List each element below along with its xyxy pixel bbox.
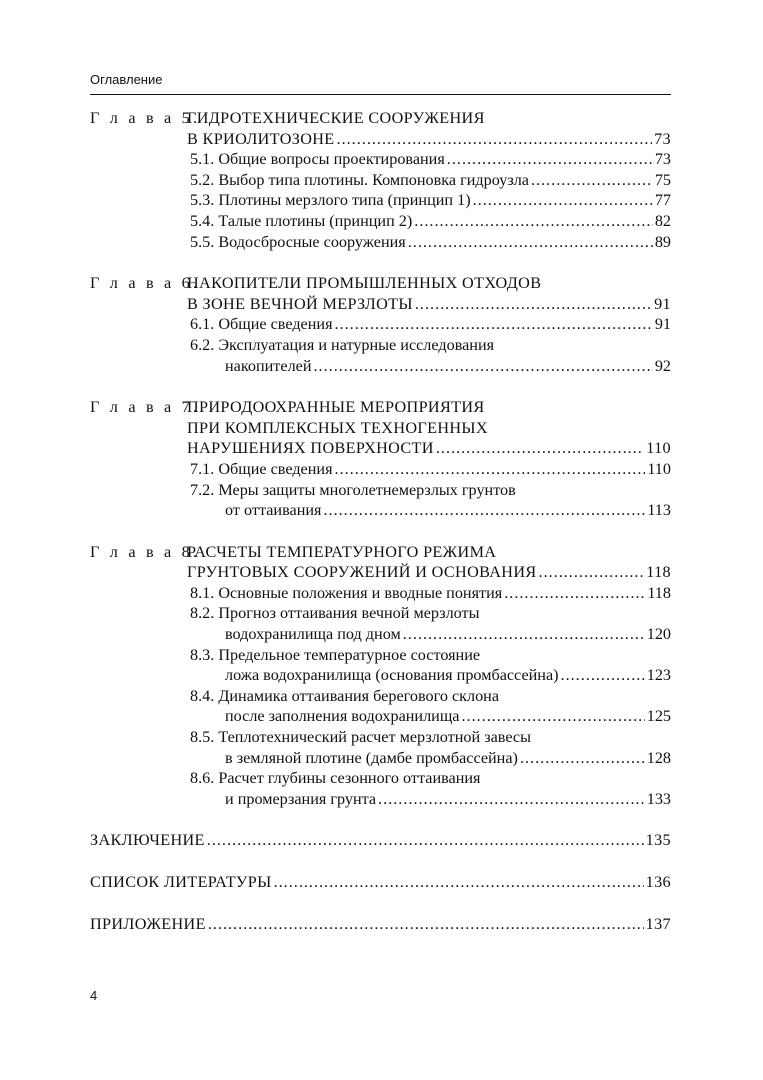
toc-section-page: 91 <box>654 315 671 334</box>
toc-section[interactable] <box>90 500 671 521</box>
running-head: Оглавление <box>90 72 163 87</box>
toc-section-page: 82 <box>654 211 671 230</box>
toc-back-matter[interactable] <box>90 914 671 935</box>
toc-back-matter-text: ПРИЛОЖЕНИЕ <box>90 914 206 933</box>
chapter-title: НАКОПИТЕЛИ ПРОМЫШЛЕННЫХ ОТХОДОВ <box>187 274 542 293</box>
dot-leader <box>314 356 653 377</box>
toc-section-text: 5.1. Общие вопросы проектирования <box>190 150 445 169</box>
toc-back-matter[interactable] <box>90 872 671 893</box>
toc-section-page: 133 <box>646 789 671 808</box>
toc-section-page: 120 <box>646 625 671 644</box>
dot-leader <box>561 665 645 686</box>
toc-section[interactable] <box>90 748 671 769</box>
chapter-title-line-page: 91 <box>654 294 671 313</box>
chapter-title: РАСЧЕТЫ ТЕМПЕРАТУРНОГО РЕЖИМА <box>187 542 497 561</box>
toc-section-text: 5.3. Плотины мерзлого типа (принцип 1) <box>190 191 471 210</box>
dot-leader <box>520 748 645 769</box>
chapter-title-line-page: 73 <box>654 129 671 148</box>
toc-section <box>90 480 671 501</box>
toc-section[interactable] <box>90 232 671 253</box>
chapter-title-line-text: НАРУШЕНИЯХ ПОВЕРХНОСТИ <box>187 439 434 458</box>
dot-leader <box>447 149 653 170</box>
toc-section-page: 77 <box>654 191 671 210</box>
toc-section-text: 6.1. Общие сведения <box>190 315 333 334</box>
toc-section-text: 5.5. Водосбросные сооружения <box>190 232 406 251</box>
toc-section-text: 8.5. Теплотехнический расчет мерзлотной завесы <box>190 728 531 747</box>
toc-section[interactable] <box>90 459 671 480</box>
toc-section <box>90 727 671 748</box>
chapter-title-line-page: 110 <box>646 439 671 458</box>
toc-section-page: 110 <box>647 459 671 478</box>
toc-section-text: 7.2. Меры защиты многолетнемерзлых грунтов <box>190 480 516 499</box>
chapter-heading[interactable] <box>90 542 671 563</box>
chapter-title-line[interactable] <box>90 438 671 459</box>
toc-section-page: 113 <box>647 501 671 520</box>
toc-section <box>90 603 671 624</box>
dot-leader <box>335 459 646 480</box>
chapter-title-line[interactable] <box>90 562 671 583</box>
chapter-label: Г л а в а 7. <box>90 398 201 417</box>
section-gap <box>90 809 671 830</box>
dot-leader <box>274 872 644 893</box>
toc-section-text: водохранилища под дном <box>225 625 401 644</box>
toc-section-text: 7.1. Общие сведения <box>190 459 333 478</box>
dot-leader <box>473 190 653 211</box>
chapter-title-line <box>90 418 671 439</box>
toc-back-matter-page: 136 <box>645 873 671 891</box>
dot-leader <box>504 583 645 604</box>
toc-section-page: 89 <box>654 232 671 251</box>
toc-back-matter-text: СПИСОК ЛИТЕРАТУРЫ <box>90 873 272 891</box>
chapter-gap <box>90 521 671 542</box>
toc-section-page: 128 <box>646 748 671 767</box>
chapter-title: ПРИРОДООХРАННЫЕ МЕРОПРИЯТИЯ <box>187 398 485 417</box>
toc-section-text: накопителей <box>225 356 312 375</box>
toc-section-text: 8.3. Предельное температурное состояние <box>190 645 481 664</box>
dot-leader <box>408 232 653 253</box>
dot-leader <box>414 211 653 232</box>
chapter-label: Г л а в а 5. <box>90 109 201 127</box>
toc-back-matter-page: 135 <box>645 831 671 850</box>
toc-section-text: и промерзания грунта <box>225 789 377 808</box>
dot-leader <box>208 914 644 935</box>
toc-section[interactable] <box>90 583 671 604</box>
chapter-title: ГИДРОТЕХНИЧЕСКИЕ СООРУЖЕНИЯ <box>187 109 485 127</box>
dot-leader <box>415 294 652 315</box>
section-gap <box>90 893 671 914</box>
dot-leader <box>207 830 644 851</box>
toc-section[interactable] <box>90 190 671 211</box>
chapter-title-line-page: 118 <box>646 563 671 582</box>
toc-section <box>90 335 671 356</box>
toc-section-text: 6.2. Эксплуатация и натурные исследования <box>190 335 495 354</box>
chapter-title-line-text: В ЗОНЕ ВЕЧНОЙ МЕРЗЛОТЫ <box>187 294 413 313</box>
toc-section-page: 123 <box>646 666 671 685</box>
toc-back-matter[interactable] <box>90 830 671 851</box>
toc-section[interactable] <box>90 314 671 335</box>
toc-section-page: 75 <box>654 170 671 189</box>
toc-section[interactable] <box>90 149 671 170</box>
toc-section[interactable] <box>90 170 671 191</box>
toc-section-page: 118 <box>647 583 671 602</box>
toc-section-text: 5.2. Выбор типа плотины. Компоновка гидроузла <box>190 170 529 189</box>
toc-section-text: 8.2. Прогноз оттаивания вечной мерзлоты <box>190 604 480 623</box>
chapter-title-line[interactable] <box>90 129 671 150</box>
toc-section[interactable] <box>90 665 671 686</box>
toc-section-text: 8.6. Расчет глубины сезонного оттаивания <box>190 769 481 788</box>
dot-leader <box>337 129 653 150</box>
toc-section-text: после заполнения водохранилища <box>225 707 460 726</box>
chapter-heading[interactable] <box>90 273 671 294</box>
chapter-title-line-text: ГРУНТОВЫХ СООРУЖЕНИЙ И ОСНОВАНИЯ <box>187 563 537 582</box>
dot-leader <box>403 624 645 645</box>
toc-section <box>90 686 671 707</box>
chapter-label: Г л а в а 6. <box>90 274 201 293</box>
toc-section[interactable] <box>90 356 671 377</box>
toc-section-text: в земляной плотине (дамбе промбассейна) <box>225 748 518 767</box>
toc-section <box>90 768 671 789</box>
toc-section <box>90 645 671 666</box>
toc-section-text: от оттаивания <box>225 501 322 520</box>
dot-leader <box>461 706 644 727</box>
dot-leader <box>539 562 645 583</box>
toc-section-page: 125 <box>646 707 671 726</box>
toc-section-text: 8.1. Основные положения и вводные понятия <box>190 583 503 602</box>
chapter-label: Г л а в а 8. <box>90 542 201 561</box>
header-rule <box>90 94 671 95</box>
chapter-title-line-text: В КРИОЛИТОЗОНЕ <box>187 129 335 148</box>
toc-section-page: 92 <box>654 356 671 375</box>
toc-section[interactable] <box>90 624 671 645</box>
toc-section[interactable] <box>90 211 671 232</box>
toc-back-matter-text: ЗАКЛЮЧЕНИЕ <box>90 831 205 850</box>
dot-leader <box>335 314 653 335</box>
page-number: 4 <box>90 988 98 1003</box>
toc-section-text: ложа водохранилища (основания промбассейна) <box>225 666 559 685</box>
chapter-gap <box>90 252 671 273</box>
dot-leader <box>378 789 645 810</box>
toc-section-text: 5.4. Талые плотины (принцип 2) <box>190 211 413 230</box>
chapter-title-line-text: ПРИ КОМПЛЕКСНЫХ ТЕХНОГЕННЫХ <box>187 418 488 437</box>
dot-leader <box>531 170 653 191</box>
chapter-heading[interactable] <box>90 108 671 129</box>
chapter-gap <box>90 376 671 397</box>
dot-leader <box>323 500 645 521</box>
table-of-contents <box>90 108 671 934</box>
dot-leader <box>436 438 644 459</box>
chapter-title-line[interactable] <box>90 294 671 315</box>
toc-back-matter-page: 137 <box>645 914 671 933</box>
chapter-heading[interactable] <box>90 397 671 418</box>
section-gap <box>90 851 671 872</box>
toc-section[interactable] <box>90 706 671 727</box>
toc-section-page: 73 <box>654 150 671 169</box>
toc-section-text: 8.4. Динамика оттаивания берегового склона <box>190 686 500 705</box>
toc-section[interactable] <box>90 789 671 810</box>
